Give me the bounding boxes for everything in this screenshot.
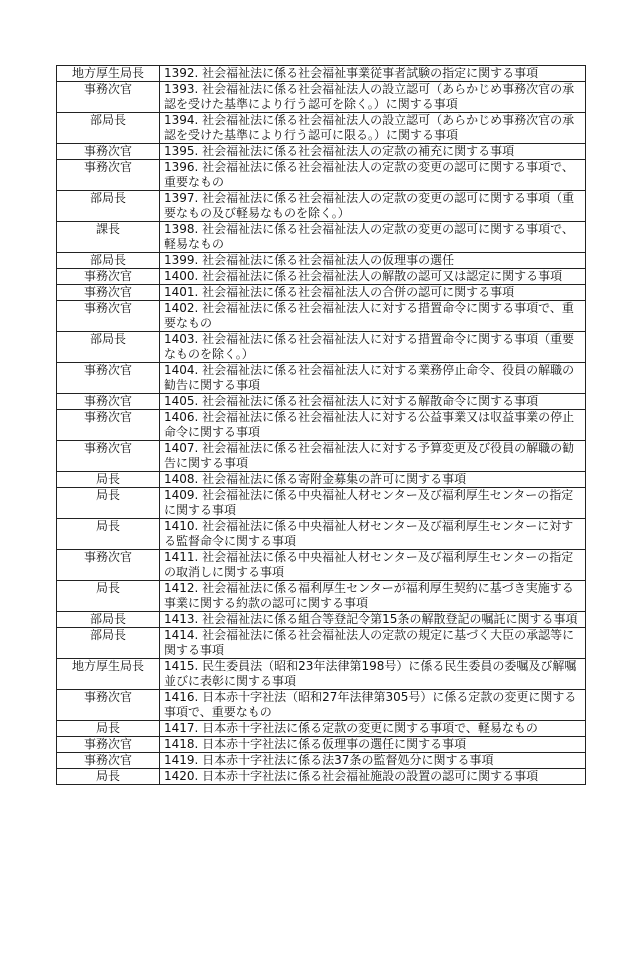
authority-cell: 事務次官 xyxy=(57,285,160,301)
table-row xyxy=(57,441,586,472)
authority-cell: 地方厚生局長 xyxy=(57,659,160,690)
authority-cell: 部局長 xyxy=(57,332,160,363)
table-row xyxy=(57,301,586,332)
item-cell: 1408. 社会福祉法に係る寄附金募集の許可に関する事項 xyxy=(160,472,586,488)
item-cell: 1409. 社会福祉法に係る中央福祉人材センター及び福利厚生センターの指定に関する事項 xyxy=(160,488,586,519)
item-cell: 1415. 民生委員法（昭和23年法律第198号）に係る民生委員の委嘱及び解嘱並びに表彰に関する事項 xyxy=(160,659,586,690)
item-cell: 1416. 日本赤十字社法（昭和27年法律第305号）に係る定款の変更に関する事項で、重要なもの xyxy=(160,690,586,721)
item-cell: 1405. 社会福祉法に係る社会福祉法人に対する解散命令に関する事項 xyxy=(160,394,586,410)
table-row xyxy=(57,612,586,628)
item-cell: 1396. 社会福祉法に係る社会福祉法人の定款の変更の認可に関する事項で、重要なもの xyxy=(160,160,586,191)
table-row xyxy=(57,82,586,113)
authority-cell: 事務次官 xyxy=(57,144,160,160)
table-row xyxy=(57,222,586,253)
table-row xyxy=(57,488,586,519)
table-row xyxy=(57,66,586,82)
table-row xyxy=(57,144,586,160)
table-row xyxy=(57,160,586,191)
authority-cell: 部局長 xyxy=(57,253,160,269)
table-row xyxy=(57,332,586,363)
item-cell: 1403. 社会福祉法に係る社会福祉法人に対する措置命令に関する事項（重要なものを除く。） xyxy=(160,332,586,363)
item-cell: 1412. 社会福祉法に係る福利厚生センターが福利厚生契約に基づき実施する事業に関する約款の認可に関する事項 xyxy=(160,581,586,612)
item-cell: 1410. 社会福祉法に係る中央福祉人材センター及び福利厚生センターに対する監督命令に関する事項 xyxy=(160,519,586,550)
item-cell: 1397. 社会福祉法に係る社会福祉法人の定款の変更の認可に関する事項（重要なもの及び軽易なものを除く。） xyxy=(160,191,586,222)
table-row xyxy=(57,191,586,222)
item-cell: 1406. 社会福祉法に係る社会福祉法人に対する公益事業又は収益事業の停止命令に関する事項 xyxy=(160,410,586,441)
authority-cell: 局長 xyxy=(57,488,160,519)
authority-cell: 事務次官 xyxy=(57,441,160,472)
authority-cell: 事務次官 xyxy=(57,363,160,394)
authority-cell: 部局長 xyxy=(57,628,160,659)
table-row xyxy=(57,410,586,441)
table-row xyxy=(57,659,586,690)
item-cell: 1404. 社会福祉法に係る社会福祉法人に対する業務停止命令、役員の解職の勧告に関する事項 xyxy=(160,363,586,394)
authority-cell: 事務次官 xyxy=(57,160,160,191)
item-cell: 1398. 社会福祉法に係る社会福祉法人の定款の変更の認可に関する事項で、軽易なもの xyxy=(160,222,586,253)
table-row xyxy=(57,472,586,488)
item-cell: 1418. 日本赤十字社法に係る仮理事の選任に関する事項 xyxy=(160,737,586,753)
item-cell: 1393. 社会福祉法に係る社会福祉法人の設立認可（あらかじめ事務次官の承認を受けた基準により行う認可を除く。）に関する事項 xyxy=(160,82,586,113)
item-cell: 1414. 社会福祉法に係る社会福祉法人の定款の規定に基づく大臣の承認等に関する事項 xyxy=(160,628,586,659)
authority-cell: 事務次官 xyxy=(57,269,160,285)
authority-cell: 局長 xyxy=(57,519,160,550)
item-cell: 1419. 日本赤十字社法に係る法37条の監督処分に関する事項 xyxy=(160,753,586,769)
table-row xyxy=(57,737,586,753)
table-body xyxy=(57,66,586,785)
item-cell: 1400. 社会福祉法に係る社会福祉法人の解散の認可又は認定に関する事項 xyxy=(160,269,586,285)
table-row xyxy=(57,690,586,721)
authority-cell: 事務次官 xyxy=(57,410,160,441)
item-cell: 1392. 社会福祉法に係る社会福祉事業従事者試験の指定に関する事項 xyxy=(160,66,586,82)
authority-cell: 局長 xyxy=(57,721,160,737)
item-cell: 1411. 社会福祉法に係る中央福祉人材センター及び福利厚生センターの指定の取消しに関する事項 xyxy=(160,550,586,581)
authority-cell: 事務次官 xyxy=(57,737,160,753)
table-row xyxy=(57,363,586,394)
item-cell: 1394. 社会福祉法に係る社会福祉法人の設立認可（あらかじめ事務次官の承認を受けた基準により行う認可に限る。）に関する事項 xyxy=(160,113,586,144)
authority-cell: 事務次官 xyxy=(57,301,160,332)
authority-cell: 部局長 xyxy=(57,612,160,628)
item-cell: 1399. 社会福祉法に係る社会福祉法人の仮理事の選任 xyxy=(160,253,586,269)
authority-cell: 局長 xyxy=(57,581,160,612)
table-row xyxy=(57,113,586,144)
authority-cell: 課長 xyxy=(57,222,160,253)
table-row xyxy=(57,253,586,269)
authority-cell: 事務次官 xyxy=(57,550,160,581)
item-cell: 1401. 社会福祉法に係る社会福祉法人の合併の認可に関する事項 xyxy=(160,285,586,301)
table-row xyxy=(57,769,586,785)
item-cell: 1407. 社会福祉法に係る社会福祉法人に対する予算変更及び役員の解職の勧告に関する事項 xyxy=(160,441,586,472)
table-row xyxy=(57,628,586,659)
authority-cell: 地方厚生局長 xyxy=(57,66,160,82)
item-cell: 1402. 社会福祉法に係る社会福祉法人に対する措置命令に関する事項で、重要なもの xyxy=(160,301,586,332)
table-row xyxy=(57,550,586,581)
table-row xyxy=(57,394,586,410)
item-cell: 1420. 日本赤十字社法に係る社会福祉施設の設置の認可に関する事項 xyxy=(160,769,586,785)
item-cell: 1417. 日本赤十字社法に係る定款の変更に関する事項で、軽易なもの xyxy=(160,721,586,737)
table-row xyxy=(57,519,586,550)
table-row xyxy=(57,269,586,285)
authority-cell: 部局長 xyxy=(57,113,160,144)
table-row xyxy=(57,753,586,769)
item-cell: 1413. 社会福祉法に係る組合等登記令第15条の解散登記の嘱託に関する事項 xyxy=(160,612,586,628)
table-row xyxy=(57,721,586,737)
authority-cell: 事務次官 xyxy=(57,690,160,721)
authority-cell: 事務次官 xyxy=(57,753,160,769)
delegation-table xyxy=(56,65,586,785)
table-row xyxy=(57,285,586,301)
authority-cell: 事務次官 xyxy=(57,394,160,410)
table-row xyxy=(57,581,586,612)
authority-cell: 部局長 xyxy=(57,191,160,222)
authority-cell: 事務次官 xyxy=(57,82,160,113)
authority-cell: 局長 xyxy=(57,769,160,785)
authority-cell: 局長 xyxy=(57,472,160,488)
item-cell: 1395. 社会福祉法に係る社会福祉法人の定款の補充に関する事項 xyxy=(160,144,586,160)
